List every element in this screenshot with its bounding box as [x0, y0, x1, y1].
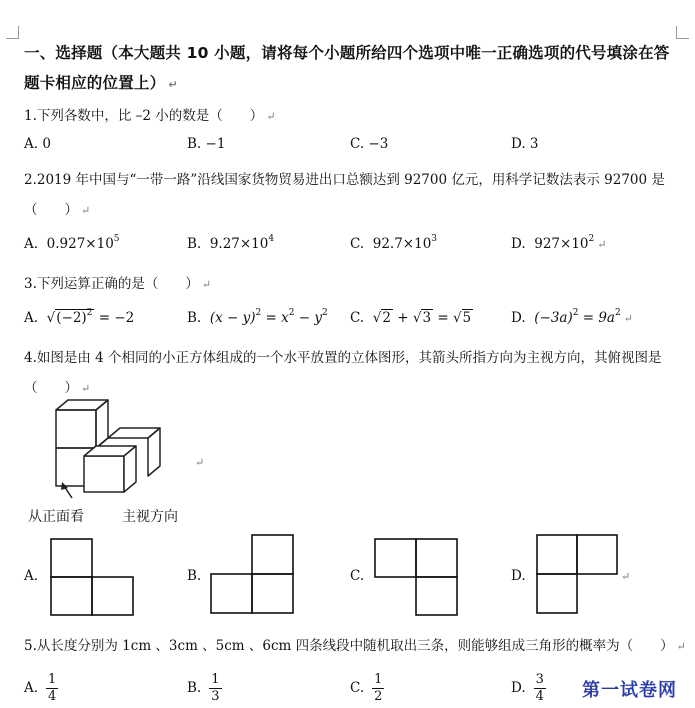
q4-option-b-figure — [208, 532, 298, 616]
q4-option-a-figure — [48, 536, 138, 616]
q3-option-a: A. $√(-2)^2 = -2$ — [24, 308, 135, 326]
figure-caption-front: 从正面看 — [28, 509, 84, 525]
q2-option-c: C. $92.7\times 10^3$ — [350, 234, 438, 252]
q3-option-c: C. √2 + √3 = √5 — [350, 310, 472, 326]
question-1: 1.下列各数中，比 –2 小的数是（ ） ↵ — [24, 108, 276, 124]
question-2-line-1: 2.2019 年中国与“一带一路”沿线国家货物贸易进出口总额达到 92700 亿元，用科学记数法表示 92700 是 — [24, 172, 665, 188]
q1-option-c: C. −3 — [350, 136, 389, 152]
q4-option-c-figure — [372, 536, 462, 618]
q5-option-c: C. $\frac{1}{2}$ — [350, 672, 383, 704]
q3-option-b: B. $(x - y)^2 = x^2 - y^2$ — [187, 308, 328, 326]
q4-option-c-label: C. — [350, 568, 365, 584]
margin-corner-left — [6, 26, 19, 39]
q3-option-d: D. $(-3a)^2 = 9a^2$ ↵ — [511, 308, 633, 326]
section-title: 一、选择题（本大题共 10 小题，请将每个小题所给四个选项中唯一正确选项的代号填涂在答题卡相应的位置上） ↵ — [24, 44, 670, 92]
q1-option-b: B. −1 — [187, 136, 226, 152]
q4-return-mark: ↵ — [621, 570, 631, 583]
question-2-line-2: （ ） ↵ — [24, 202, 91, 218]
figure-caption-main-view: 主视方向 — [122, 509, 178, 525]
q1-option-d: D. 3 — [511, 136, 539, 152]
q5-option-a: A. $\frac{1}{4}$ — [24, 672, 57, 704]
question-5: 5.从长度分别为 1cm 、3cm 、5cm 、6cm 四条线段中随机取出三条，则能够组成三角形的概率为（ ） ↵ — [24, 638, 686, 654]
cube-solid-figure — [24, 398, 194, 503]
question-3: 3.下列运算正确的是（ ） ↵ — [24, 276, 212, 292]
question-4-line-1: 4.如图是由 4 个相同的小正方体组成的一个水平放置的立体图形，其箭头所指方向为主视方向，其俯视图是 — [24, 350, 662, 366]
q1-option-a: A. 0 — [24, 136, 51, 152]
q4-option-d-figure — [534, 532, 624, 618]
q5-option-d: D. $\frac{3}{4}$ — [511, 672, 544, 704]
site-watermark: 第一试卷网 — [582, 680, 677, 701]
q2-option-b: B. $9.27\times 10^4$ — [187, 234, 275, 252]
figure-return-mark: ↵ — [195, 456, 205, 469]
q2-option-a: A. $0.927\times 10^5$ — [24, 234, 120, 252]
q4-option-d-label: D. — [511, 568, 526, 584]
question-4-line-2: （ ） ↵ — [24, 380, 91, 396]
q4-option-b-label: B. — [187, 568, 202, 584]
q5-option-b: B. $\frac{1}{3}$ — [187, 672, 220, 704]
q2-option-d: D. $927\times 10^2$ ↵ — [511, 234, 607, 252]
q4-option-a-label: A. — [24, 568, 39, 584]
